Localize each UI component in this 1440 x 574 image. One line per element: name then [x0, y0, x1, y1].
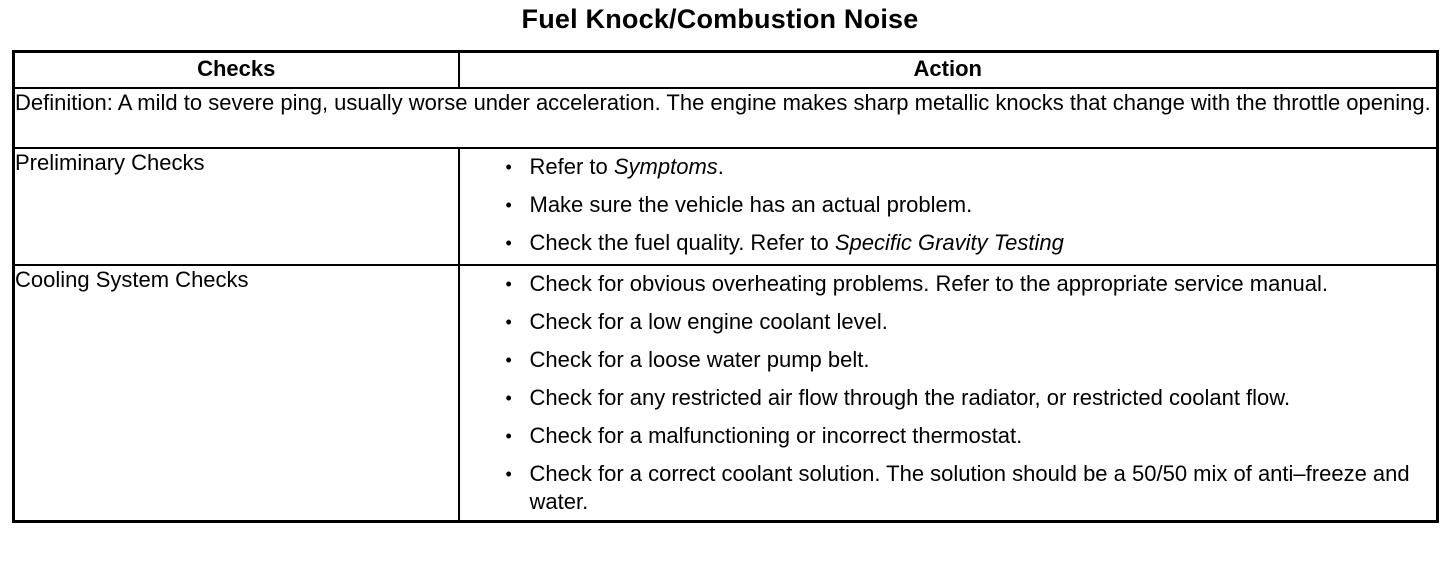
bullet-icon: • [505, 195, 512, 215]
reference-link: Specific Gravity Testing [834, 230, 1064, 255]
definition-text: Definition: A mild to severe ping, usually worse under acceleration. The engine makes sharp metallic knocks that change with the throttle opening. [14, 88, 1438, 148]
bullet-icon: • [505, 350, 512, 370]
check-label-preliminary: Preliminary Checks [14, 148, 459, 265]
action-text: Check for a correct coolant solution. The solution should be a 50/50 mix of anti–freeze and water. [529, 461, 1410, 514]
list-item [460, 308, 1437, 336]
bullet-icon: • [505, 157, 512, 177]
action-cell [459, 148, 1438, 265]
bullet-icon: • [505, 426, 512, 446]
table-row [14, 265, 1438, 522]
checks-table [12, 50, 1439, 523]
check-label-cooling: Cooling System Checks [14, 265, 459, 522]
table-row [14, 148, 1438, 265]
list-item [460, 384, 1437, 412]
action-text: Check for a malfunctioning or incorrect thermostat. [529, 423, 1023, 448]
action-text: Check for obvious overheating problems. Refer to the appropriate service manual. [529, 271, 1329, 296]
action-text: Check the fuel quality. Refer to [529, 230, 835, 255]
action-list [460, 266, 1437, 520]
action-text: Check for a low engine coolant level. [529, 309, 888, 334]
list-item [460, 422, 1437, 450]
list-item [460, 460, 1437, 516]
table-header-row [14, 52, 1438, 89]
header-checks: Checks [14, 52, 459, 89]
action-text: Make sure the vehicle has an actual problem. [529, 192, 973, 217]
bullet-icon: • [505, 233, 512, 253]
page-title: Fuel Knock/Combustion Noise [521, 4, 919, 34]
list-item [460, 191, 1437, 219]
definition-row [14, 88, 1438, 148]
bullet-icon: • [505, 274, 512, 294]
bullet-icon: • [505, 464, 512, 484]
action-text: Refer to [529, 154, 614, 179]
list-item [460, 346, 1437, 374]
action-text-after: . [717, 154, 724, 179]
action-text: Check for any restricted air flow through the radiator, or restricted coolant flow. [529, 385, 1291, 410]
list-item [460, 229, 1437, 257]
bullet-icon: • [505, 312, 512, 332]
action-text: Check for a loose water pump belt. [529, 347, 870, 372]
list-item [460, 270, 1437, 298]
list-item [460, 153, 1437, 181]
action-list [460, 149, 1437, 261]
reference-link: Symptoms [613, 154, 718, 179]
header-action: Action [459, 52, 1438, 89]
action-cell [459, 265, 1438, 522]
bullet-icon: • [505, 388, 512, 408]
